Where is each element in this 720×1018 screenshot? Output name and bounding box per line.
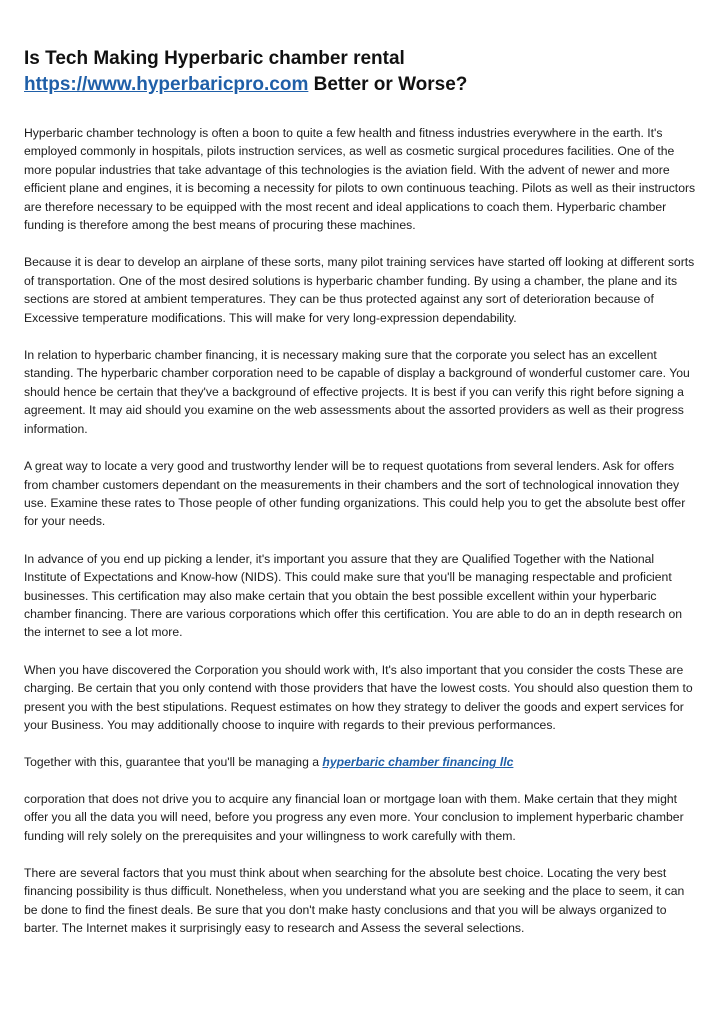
paragraph-4: A great way to locate a very good and trustworthy lender will be to request quotations from several lenders. Ask for offers from chamber customers dependant on the measurements in their chambers and the sort of technological innovation they use. Examine these rates to Those people of other funding organizations. This could help you to get the absolute best offer for your needs. xyxy=(24,459,686,529)
paragraph-2: Because it is dear to develop an airplane of these sorts, many pilot training services have started off looking at different sorts of transportation. One of the most desired solutions is hyperbaric chamber funding. By using a chamber, the plane and its sections are stored at ambient temperatures. They can be thus protected against any sort of deterioration because of Excessive temperature modifications. This will make for very long-expression dependability. xyxy=(24,255,695,325)
paragraph-3: In relation to hyperbaric chamber financing, it is necessary making sure that the corporate you select has an excellent standing. The hyperbaric chamber corporation need to be capable of display a background of wonderful customer care. You should hence be certain that they've a background of effective projects. It is best if you can verify this right before signing a agreement. It may aid should you examine on the web assessments about the assorted providers as well as their progress information. xyxy=(24,348,690,436)
paragraph-with-link xyxy=(24,753,696,771)
title-text-end: Better or Worse? xyxy=(313,74,468,95)
paragraph-6: When you have discovered the Corporation you should work with, It's also important that you consider the costs These are charging. Be certain that you only contend with those providers that have the lowest costs. You should also question them to present you with the best stipulations. Request estimates on how they strategy to deliver the goods and expert services for your Business. You may additionally choose to inquire with regards to their previous performances. xyxy=(24,662,693,732)
page-title xyxy=(24,46,696,98)
title-text-start: Is Tech Making Hyperbaric chamber rental xyxy=(24,48,405,69)
paragraph-5: In advance of you end up picking a lender, it's important you assure that they are Qualified Together with the National Institute of Expectations and Know-how (NIDS). This could make sure that you'll be managing respectable and proficient businesses. This certification may also make certain that you obtain the best possible excellent within your hyperbaric chamber financing. There are various corporations which offer this certification. You are able to do an in depth research on the internet to see a lot more. xyxy=(24,551,683,640)
paragraph-1: Hyperbaric chamber technology is often a boon to quite a few health and fitness industries everywhere in the earth. It's employed commonly in hospitals, pilots instruction services, as well as cosmetic surgical procedures facilities. One of the more popular industries that take advantage of this technologies is the aviation field. With the advent of newer and more efficient plane and engines, it is becoming a necessity for pilots to own continuous teaching. Pilots as well as their instructors are therefore necessary to be equipped with the most recent and ideal applications to coach them. Hyperbaric chamber funding is therefore among the best means of procuring these machines. xyxy=(24,126,696,233)
paragraph-8: There are several factors that you must think about when searching for the absolute best choice. Locating the very best financing possibility is thus difficult. Nonetheless, when you understand what you are seeking and the place to seem, it can be done to find the finest deals. Be sure that you don't make hasty conclusions and that you will be always organized to barter. The Internet makes it surprisingly easy to research and Assess the several selections. xyxy=(24,866,685,936)
title-link[interactable]: https://www.hyperbaricpro.com xyxy=(24,74,309,95)
paragraph-7: corporation that does not drive you to acquire any financial loan or mortgage loan with them. Make certain that they might offer you all the data you will need, before you progress any even more. Your conclusion to implement hyperbaric chamber funding will rely solely on the prerequisites and your willingness to work carefully with them. xyxy=(24,791,684,843)
link-paragraph-text: Together with this, guarantee that you'll be managing a xyxy=(24,755,320,770)
hyperbaric-financing-link[interactable]: hyperbaric chamber financing llc xyxy=(322,755,514,770)
